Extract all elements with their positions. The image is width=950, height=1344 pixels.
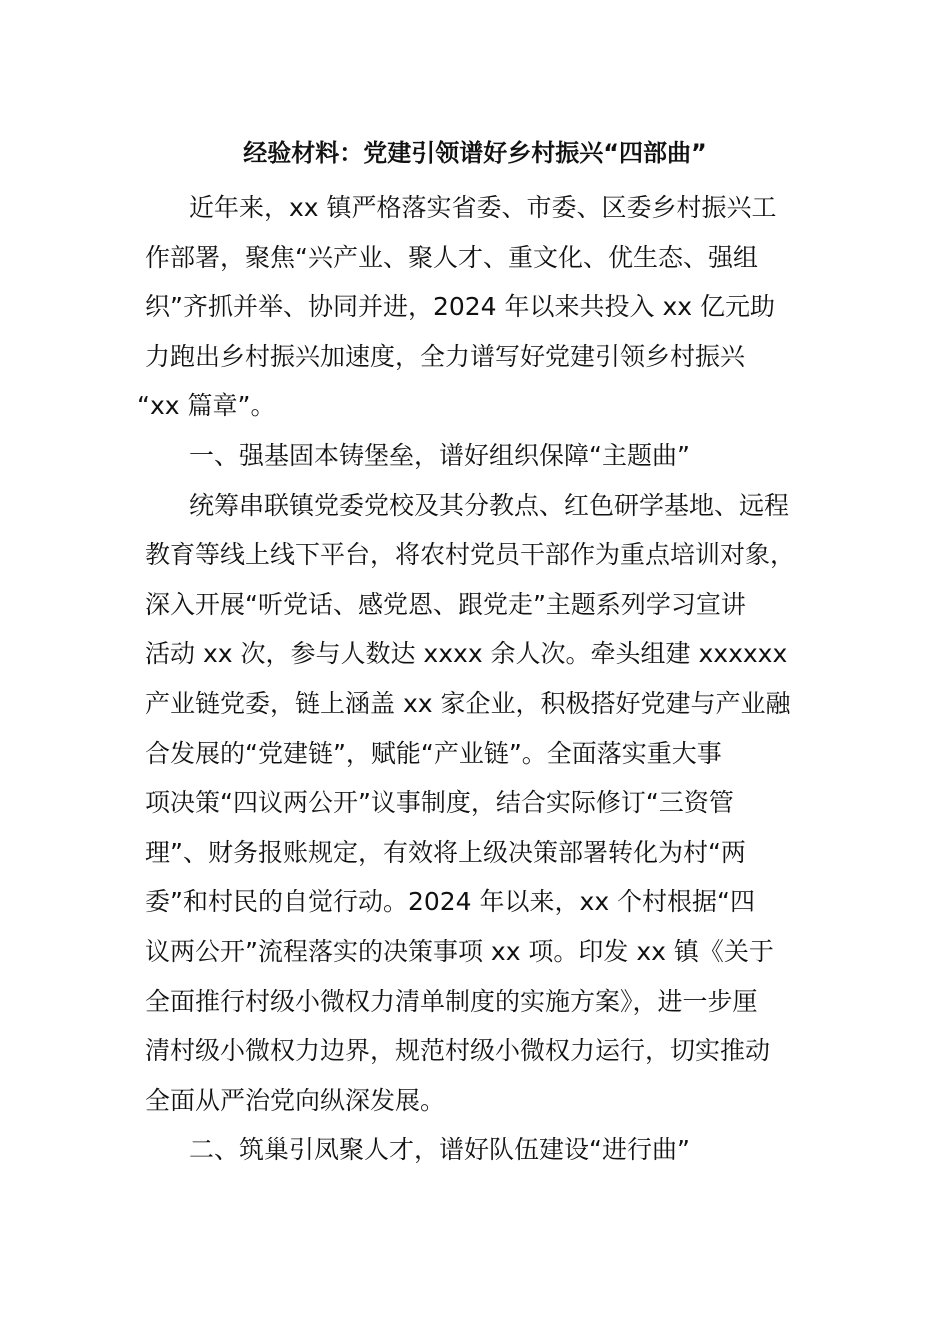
paragraph-line: 近年来，xx 镇严格落实省委、市委、区委乡村振兴工 — [189, 193, 777, 222]
paragraph-line: 全面从严治党向纵深发展。 — [145, 1085, 446, 1115]
paragraph-line: 深入开展“听党话、感党恩、跟党走”主题系列学习宣讲 — [145, 589, 746, 619]
paragraph-line: 织”齐抓并举、协同并进，2024 年以来共投入 xx 亿元助 — [145, 292, 776, 322]
paragraph-line: 清村级小微权力边界，规范村级小微权力运行，切实推动 — [145, 1036, 771, 1066]
paragraph-line: 活动 xx 次，参与人数达 xxxx 余人次。牵头组建 xxxxxx — [145, 639, 788, 669]
paragraph-line: 作部署，聚焦“兴产业、聚人才、重文化、优生态、强组 — [145, 242, 758, 272]
paragraph-line: “xx 篇章”。 — [137, 391, 276, 421]
document-title: 经验材料：党建引领谱好乡村振兴“四部曲” — [243, 139, 707, 167]
paragraph-line: 合发展的“党建链”，赋能“产业链”。全面落实重大事 — [145, 738, 722, 768]
section-heading: 一、强基固本铸堡垒，谱好组织保障“主题曲” — [189, 440, 690, 470]
document-body — [137, 183, 807, 1175]
paragraph-line: 产业链党委，链上涵盖 xx 家企业，积极搭好党建与产业融 — [145, 688, 791, 718]
paragraph-line: 理”、财务报账规定，有效将上级决策部署转化为村“两 — [145, 837, 746, 867]
paragraph-line: 委”和村民的自觉行动。2024 年以来，xx 个村根据“四 — [145, 887, 756, 917]
section-heading: 二、筑巢引凤聚人才，谱好队伍建设“进行曲” — [189, 1135, 690, 1165]
paragraph-line: 项决策“四议两公开”议事制度，结合实际修订“三资管 — [145, 788, 734, 818]
paragraph-line: 统筹串联镇党委党校及其分教点、红色研学基地、远程 — [189, 490, 790, 520]
paragraph-line: 教育等线上线下平台，将农村党员干部作为重点培训对象， — [145, 540, 796, 570]
paragraph-line: 全面推行村级小微权力清单制度的实施方案》，进一步厘 — [145, 986, 758, 1016]
paragraph-line: 力跑出乡村振兴加速度，全力谱写好党建引领乡村振兴 — [145, 341, 746, 371]
paragraph-line: 议两公开”流程落实的决策事项 xx 项。印发 xx 镇《关于 — [145, 936, 774, 966]
